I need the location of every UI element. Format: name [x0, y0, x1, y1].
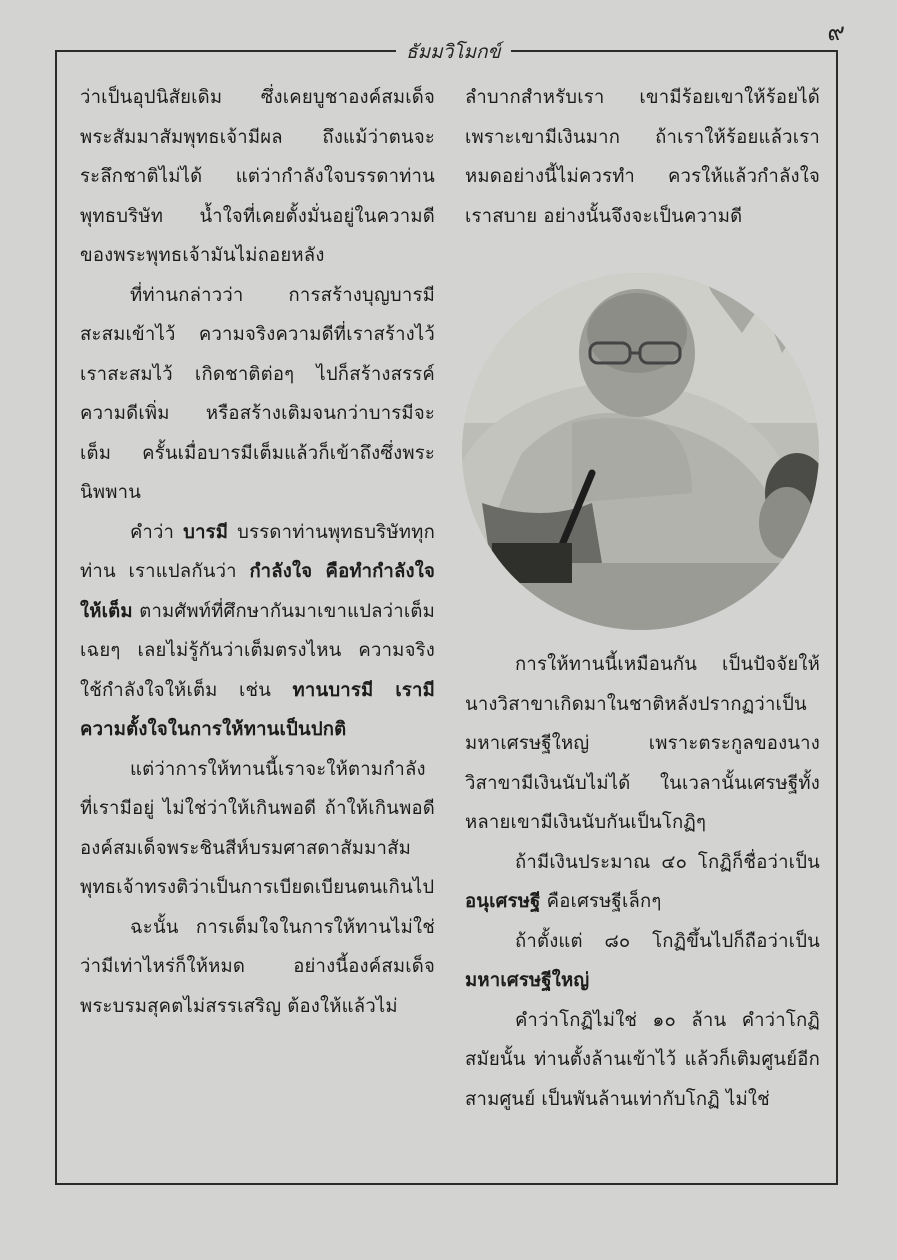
left-paragraph-1: ว่าเป็นอุปนิสัยเดิม ซึ่งเคยบูชาองค์สมเด็จพระสัมมาสัมพุทธเจ้ามีผล ถึงแม้ว่าตนจะระลึกชาติไม่ได้ แต่ว่ากำลังใจบรรดาท่านพุทธบริษัท น้ำใจที่เคยตั้งมั่นอยู่ในความดีของพระพุทธเจ้ามันไม่ถอยหลัง	[80, 87, 435, 266]
text-run: ตามศัพท์ที่ศึกษากันมาเขาแปลว่าเต็มเฉยๆ เลยไม่รู้กันว่าเต็มตรงไหน ความจริงใช้กำลังใจให้เต็ม เช่น	[80, 600, 435, 701]
right-paragraph-3	[465, 843, 820, 922]
text-run: ถ้ามีเงินประมาณ ๔๐ โกฏิก็ชื่อว่าเป็น	[515, 851, 820, 873]
right-column-top	[465, 78, 820, 236]
left-paragraph-3	[80, 513, 435, 750]
bold-term-kamlangjai: กำลังใจ คือทำกำลังใจให้เต็ม	[80, 561, 435, 622]
text-run: ถ้าตั้งแต่ ๘๐ โกฏิขึ้นไปก็ถือว่าเป็น	[515, 930, 820, 952]
left-paragraph-5: ฉะนั้น การเต็มใจในการให้ทานไม่ใช่ว่ามีเท่าไหร่ก็ให้หมด อย่างนี้องค์สมเด็จพระบรมสุคตไม่สรรเสริญ ต้องให้แล้วไม่	[80, 916, 435, 1017]
monk-photo-illustration	[462, 273, 819, 630]
bold-term-thanbarami: ทานบารมี เรามีความตั้งใจในการให้ทานเป็นปกติ	[80, 679, 435, 740]
right-paragraph-5: คำว่าโกฏิไม่ใช่ ๑๐ ล้าน คำว่าโกฏิสมัยนั้น ท่านตั้งล้านเข้าไว้ แล้วก็เติมศูนย์อีกสามศูนย์ เป็นพันล้านเท่ากับโกฏิ ไม่ใช่	[465, 1009, 820, 1110]
bold-term-barami: บารมี	[183, 521, 229, 543]
left-paragraph-4: แต่ว่าการให้ทานนี้เราจะให้ตามกำลังที่เรามีอยู่ ไม่ใช่ว่าให้เกินพอดี ถ้าให้เกินพอดีองค์สมเด็จพระชินสีห์บรมศาสดาสัมมาสัมพุทธเจ้าทรงติว่าเป็นการเบียดเบียนตนเกินไป	[80, 758, 435, 898]
left-column	[80, 78, 435, 1026]
bold-term-anusetthi: อนุเศรษฐี	[465, 891, 541, 912]
text-run: คำว่า	[130, 521, 184, 543]
right-paragraph-2: การให้ทานนี้เหมือนกัน เป็นปัจจัยให้นางวิสาขาเกิดมาในชาติหลังปรากฏว่าเป็นมหาเศรษฐีใหญ่ เพราะตระกูลของนางวิสาขามีเงินนับไม่ได้ ในเวลานั้นเศรษฐีทั้งหลายเขามีเงินนับกันเป็นโกฏิๆ	[465, 654, 820, 833]
running-header-title: ธัมมวิโมกข์	[396, 37, 511, 67]
monk-photo	[462, 273, 819, 630]
bold-term-mahasetthi: มหาเศรษฐีใหญ่	[465, 970, 590, 991]
page-number: ๙	[827, 18, 845, 46]
right-column-bottom	[465, 645, 820, 1119]
right-paragraph-4	[465, 922, 820, 1001]
text-run: บรรดาท่านพุทธบริษัททุกท่าน เราแปลกันว่า	[80, 521, 435, 582]
text-run: คือเศรษฐีเล็กๆ	[540, 891, 662, 912]
left-paragraph-2: ที่ท่านกล่าวว่า การสร้างบุญบารมีสะสมเข้าไว้ ความจริงความดีที่เราสร้างไว้ เราสะสมไว้ เกิดชาติต่อๆ ไปก็สร้างสรรค์ความดีเพิ่ม หรือสร้างเติมจนกว่าบารมีจะเต็ม ครั้นเมื่อบารมีเต็มแล้วก็เข้าถึงซึ่งพระนิพพาน	[80, 284, 435, 503]
right-paragraph-1: ลำบากสำหรับเรา เขามีร้อยเขาให้ร้อยได้ เพราะเขามีเงินมาก ถ้าเราให้ร้อยแล้วเราหมดอย่างนี้ไม่ควรทำ ควรให้แล้วกำลังใจเราสบาย อย่างนั้นจึงจะเป็นความดี	[465, 87, 820, 227]
